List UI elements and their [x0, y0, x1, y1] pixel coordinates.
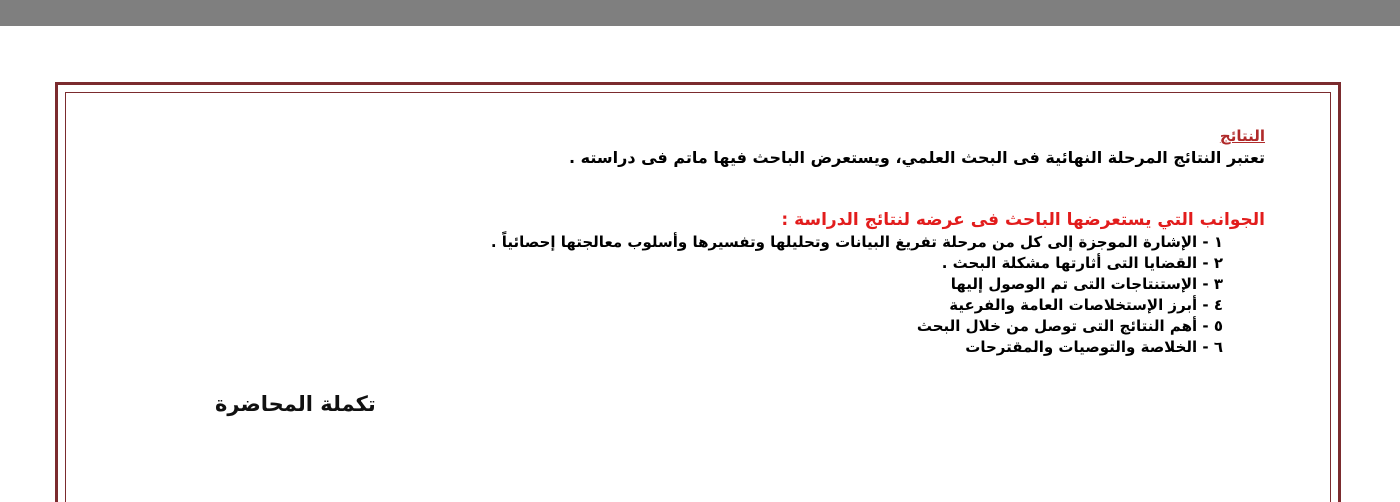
section-heading: النتائج — [1219, 127, 1265, 145]
subheading: الجوانب التي يستعرضها الباحث فى عرضه لنتائج الدراسة : — [781, 210, 1265, 230]
list-item: ٥ - أهم النتائج التى توصل من خلال البحث — [916, 317, 1223, 335]
slide-content — [165, 126, 1265, 358]
list-item: ١ - الإشارة الموجزة إلى كل من مرحلة تفريغ البيانات وتحليلها وتفسيرها وأسلوب معالجتها إحصائياً . — [490, 233, 1223, 251]
top-bar — [0, 0, 1400, 26]
list-item: ٤ - أبرز الإستخلاصات العامة والفرعية — [949, 296, 1223, 314]
points-list — [165, 232, 1265, 358]
continue-lecture-label: تكملة المحاضرة — [215, 392, 376, 416]
list-item: ٦ - الخلاصة والتوصيات والمقترحات — [965, 338, 1223, 356]
list-item: ٢ - القضايا التى أثارتها مشكلة البحث . — [941, 254, 1223, 272]
intro-paragraph: تعتبر النتائج المرحلة النهائية فى البحث العلمي، ويستعرض الباحث فيها ماتم فى دراسته . — [569, 148, 1265, 167]
list-item: ٣ - الإستنتاجات التى تم الوصول إليها — [950, 275, 1223, 293]
